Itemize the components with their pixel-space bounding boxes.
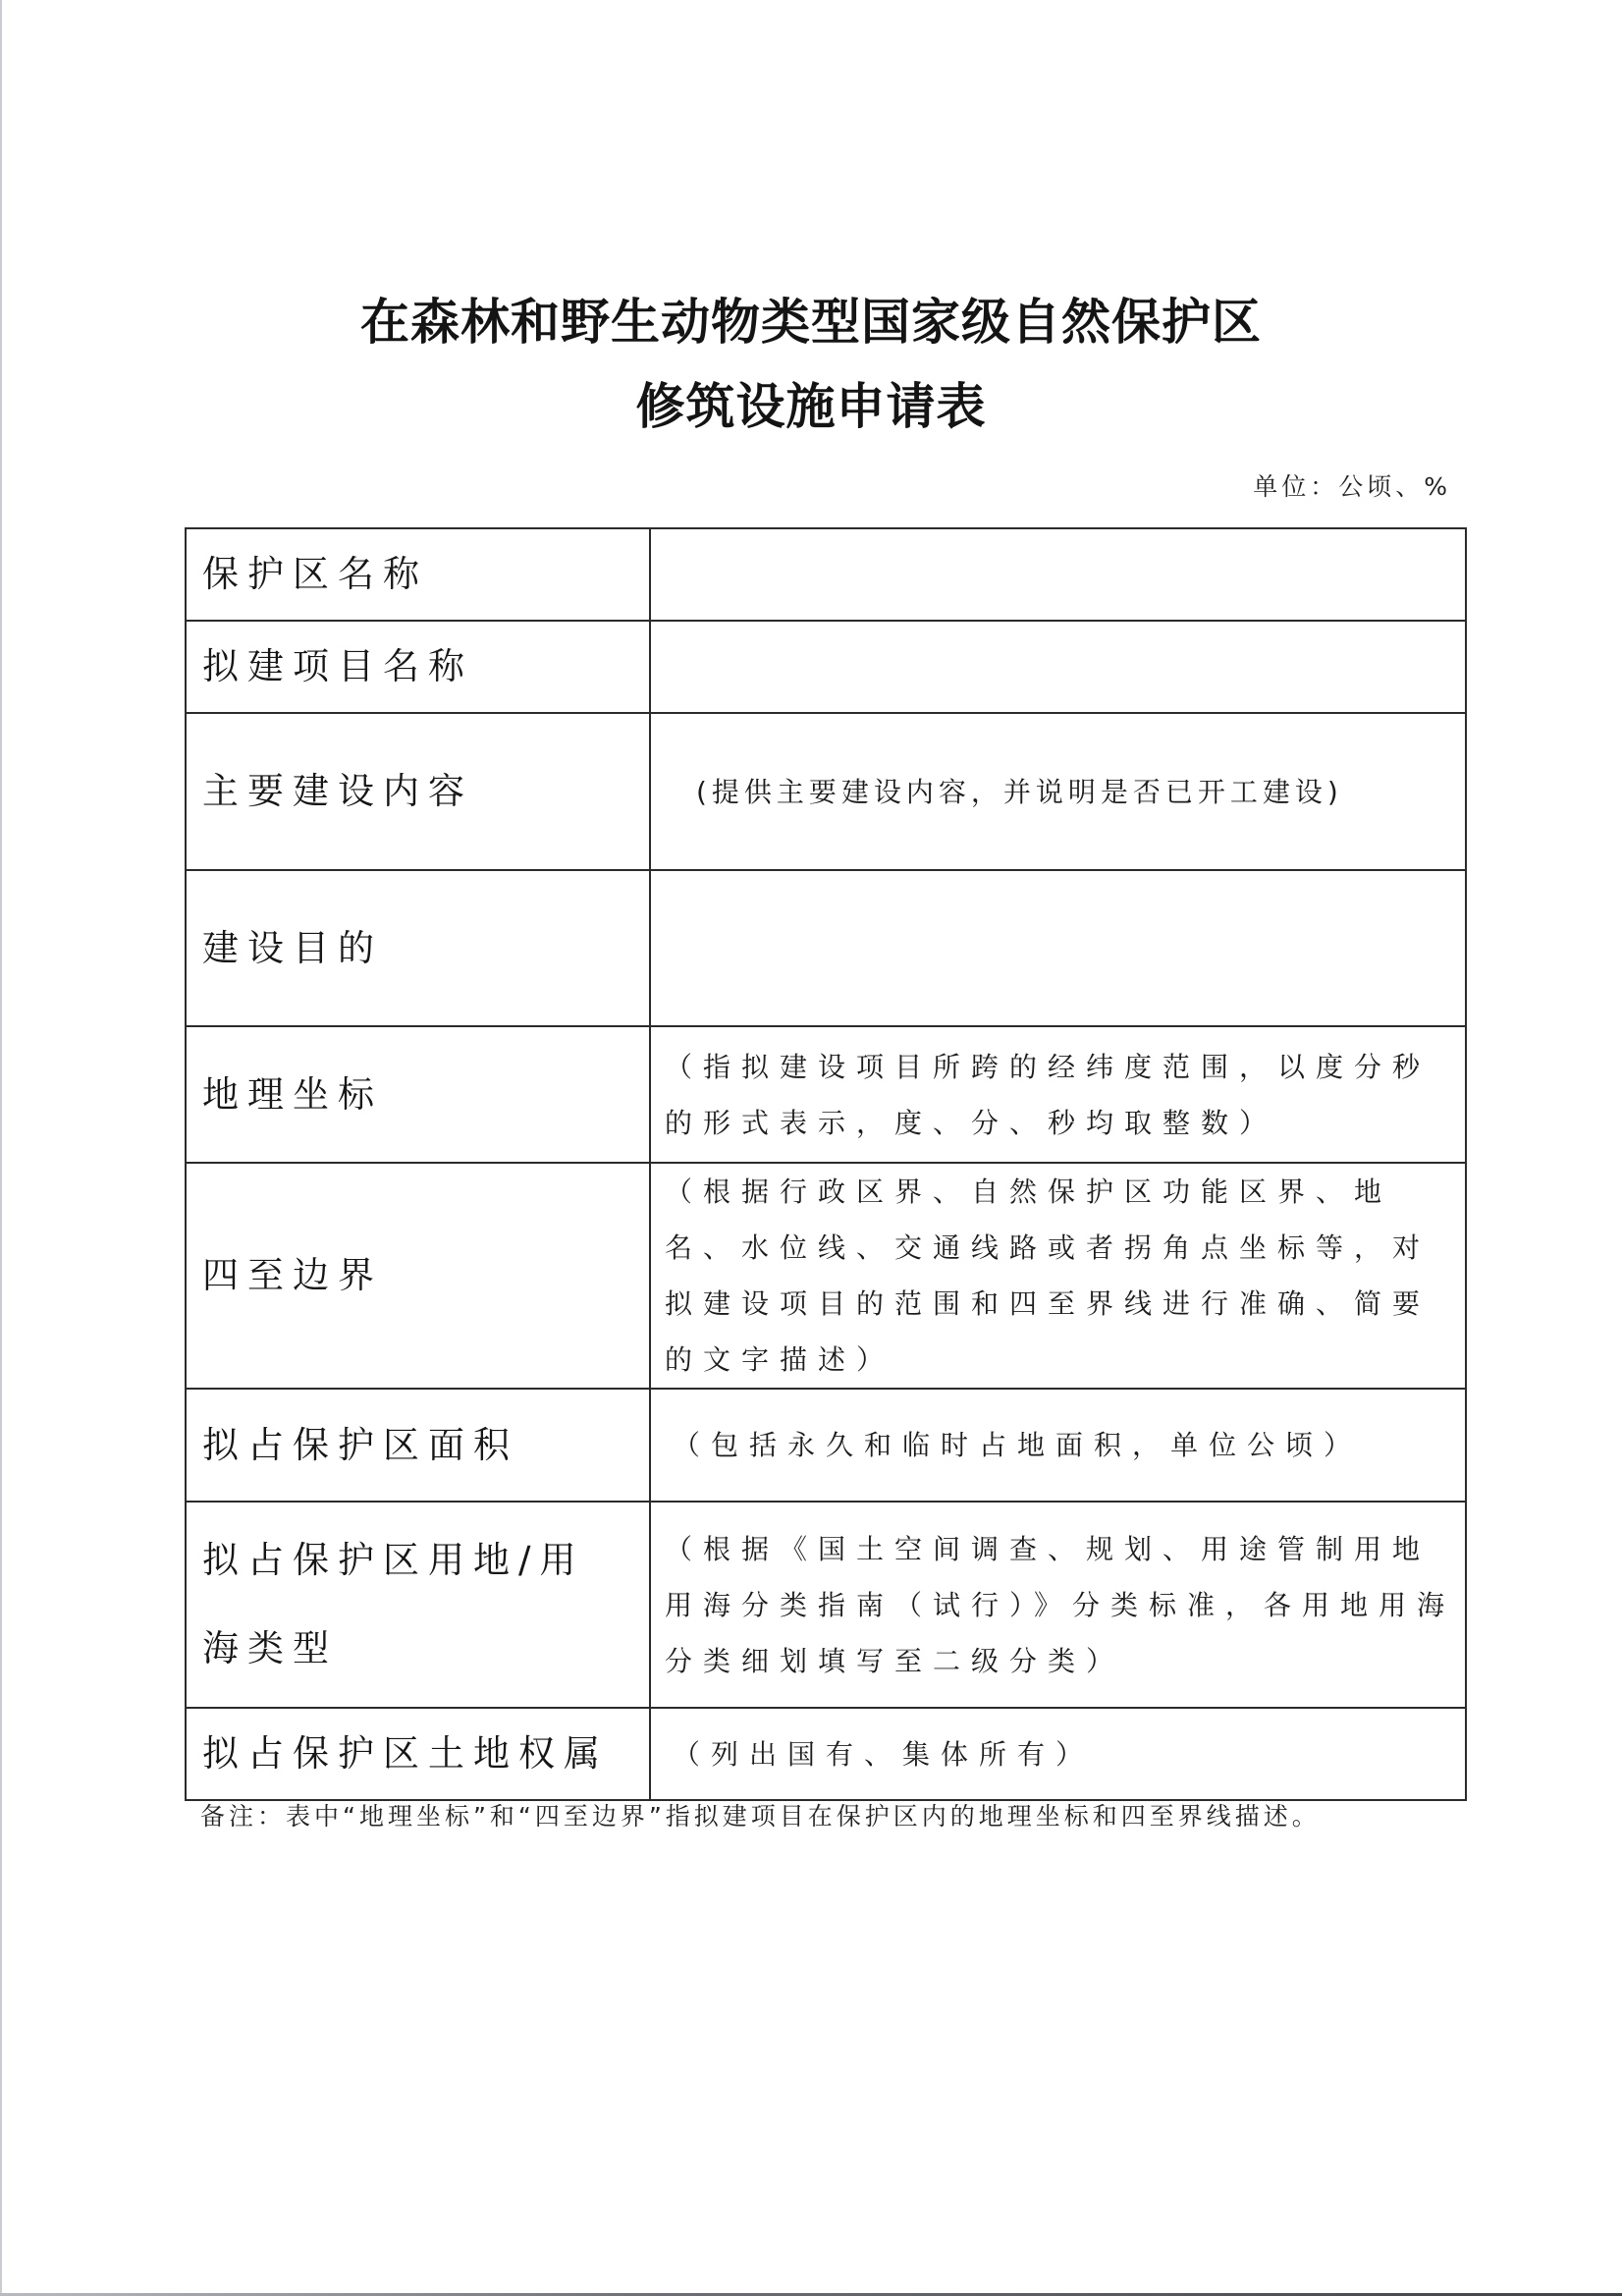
footnote: 备注：表中“地理坐标”和“四至边界”指拟建项目在保护区内的地理坐标和四至界线描述。 (200, 1802, 1321, 1831)
land-ownership-field[interactable]: （列出国有、集体所有） (650, 1708, 1466, 1800)
land-sea-type-field[interactable]: （根据《国土空间调查、规划、用途管制用地用海分类指南（试行）》分类标准，各用地用海分类细划填写至二级分类） (650, 1502, 1466, 1708)
row-label: 建设目的 (186, 870, 650, 1026)
application-form-table (185, 527, 1467, 1801)
table-row-purpose (186, 870, 1466, 1026)
document-title-line-2: 修筑设施申请表 (635, 377, 987, 435)
unit-note: 单位：公顷、% (1253, 472, 1451, 501)
row-label: 地理坐标 (186, 1026, 650, 1163)
document-title-line-1: 在森林和野生动物类型国家级自然保护区 (360, 293, 1262, 351)
table-row-project-name (186, 621, 1466, 713)
project-name-field[interactable] (650, 621, 1466, 713)
coordinates-field[interactable]: （指拟建设项目所跨的经纬度范围，以度分秒的形式表示，度、分、秒均取整数） (650, 1026, 1466, 1163)
row-label: 保护区名称 (186, 528, 650, 621)
table-row-main-content (186, 713, 1466, 870)
row-label: 主要建设内容 (186, 713, 650, 870)
row-label: 拟建项目名称 (186, 621, 650, 713)
area-field[interactable]: （包括永久和临时占地面积，单位公顷） (650, 1389, 1466, 1502)
row-label: 拟占保护区面积 (186, 1389, 650, 1502)
row-label: 四至边界 (186, 1163, 650, 1389)
reserve-name-field[interactable] (650, 528, 1466, 621)
table-row-reserve-name (186, 528, 1466, 621)
boundaries-field[interactable]: （根据行政区界、自然保护区功能区界、地名、水位线、交通线路或者拐角点坐标等，对拟建设项目的范围和四至界线进行准确、简要的文字描述） (650, 1163, 1466, 1389)
purpose-field[interactable] (650, 870, 1466, 1026)
table-row-land-sea-type (186, 1502, 1466, 1708)
row-label: 拟占保护区土地权属 (186, 1708, 650, 1800)
table-row-area (186, 1389, 1466, 1502)
table-row-coordinates (186, 1026, 1466, 1163)
table-row-land-ownership (186, 1708, 1466, 1800)
row-label: 拟占保护区用地/用海类型 (186, 1502, 650, 1708)
main-content-field[interactable]: (提供主要建设内容，并说明是否已开工建设) (650, 713, 1466, 870)
table-row-boundaries (186, 1163, 1466, 1389)
